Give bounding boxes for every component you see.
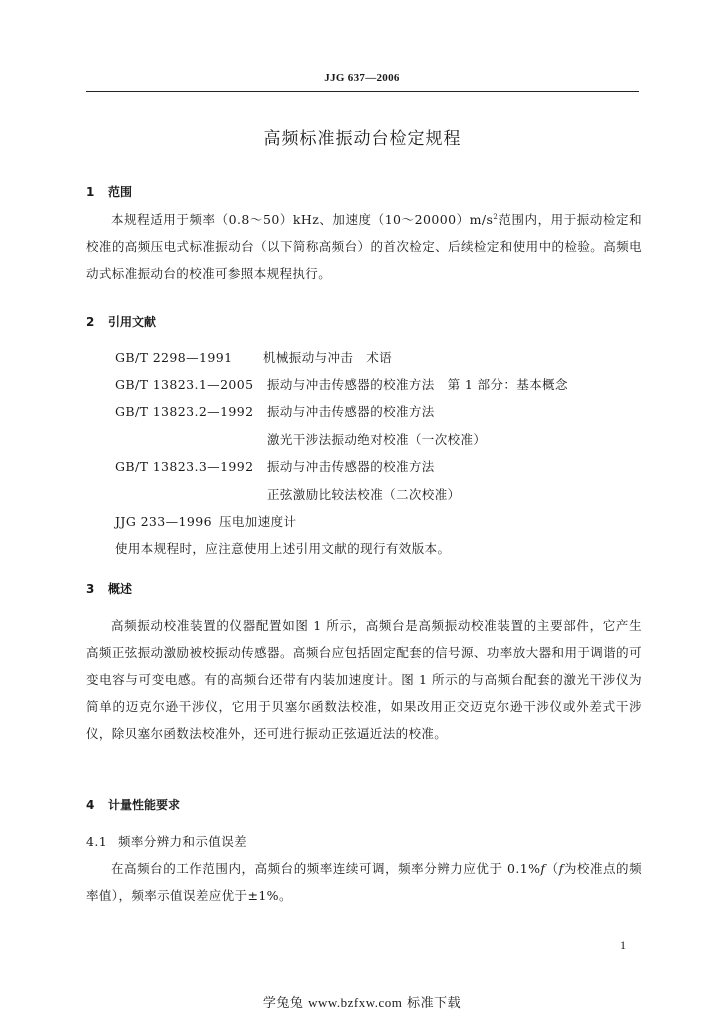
footer-label: 标准下载 bbox=[407, 996, 462, 1011]
subsection-4-1-paragraph: 在高频台的工作范围内，高频台的频率连续可调，频率分辨力应优于 0.1%f（f为校准点的频率值），频率示值误差应优于±1%。 bbox=[86, 861, 642, 903]
page-number: 1 bbox=[620, 938, 626, 952]
reference-item-continuation: 激光干涉法振动绝对校准（一次校准） bbox=[267, 432, 487, 447]
header-standard-code: JJG 637—2006 bbox=[324, 72, 400, 84]
reference-item-continuation: 正弦激励比较法校准（二次校准） bbox=[267, 487, 461, 502]
section-title: 计量性能要求 bbox=[108, 798, 181, 812]
section-4-heading bbox=[86, 796, 180, 813]
section-title: 概述 bbox=[108, 582, 133, 596]
footer-site-name: 学兔兔 bbox=[262, 996, 304, 1011]
reference-item: GB/T 13823.1—2005 振动与冲击传感器的校准方法 第 1 部分：基本概念 bbox=[115, 377, 568, 392]
section-number: 4 bbox=[86, 798, 95, 812]
subsection-number: 4.1 bbox=[86, 834, 108, 849]
section-1-heading bbox=[86, 183, 132, 200]
section-number: 3 bbox=[86, 582, 95, 596]
footer-watermark bbox=[0, 992, 724, 1011]
section-title: 范围 bbox=[108, 185, 133, 199]
reference-item: JJG 233—1996 压电加速度计 bbox=[115, 514, 297, 529]
subsection-title: 频率分辨力和示值误差 bbox=[118, 834, 248, 849]
section-number: 1 bbox=[86, 185, 95, 199]
reference-item: GB/T 2298—1991 机械振动与冲击 术语 bbox=[115, 350, 393, 365]
section-number: 2 bbox=[86, 315, 95, 329]
subsection-4-1-heading bbox=[86, 832, 247, 850]
reference-item: GB/T 13823.3—1992 振动与冲击传感器的校准方法 bbox=[115, 459, 435, 474]
header-rule bbox=[86, 91, 639, 92]
reference-note: 使用本规程时，应注意使用上述引用文献的现行有效版本。 bbox=[115, 541, 451, 556]
section-1-paragraph: 本规程适用于频率（0.8～50）kHz、加速度$(10\sim 20000)m/s^2$范围内，用于振动检定和校准的高频压电式标准振动台（以下简称高频台）的首次检定、后续检定和使用中的检验。高频电动式标准振动台的校准可参照本规程执行。 bbox=[86, 212, 642, 281]
section-3-heading bbox=[86, 580, 132, 597]
section-2-heading bbox=[86, 313, 156, 330]
document-title: 高频标准振动台检定规程 bbox=[263, 129, 462, 149]
section-title: 引用文献 bbox=[108, 315, 157, 329]
footer-url: www.bzfxw.com bbox=[308, 995, 403, 1010]
reference-item: GB/T 13823.2—1992 振动与冲击传感器的校准方法 bbox=[115, 404, 435, 419]
section-3-paragraph: 高频振动校准装置的仪器配置如图 1 所示，高频台是高频振动校准装置的主要部件，它产生高频正弦振动激励被校振动传感器。高频台应包括固定配套的信号源、功率放大器和用于调谐的可变电容与可变电感。有的高频台还带有内装加速度计。图 1 所示的与高频台配套的激光干涉仪为简单的迈克尔逊干涉仪，它用于贝塞尔函数法校准，如果改用正交迈克尔逊干涉仪或外差式干涉仪，除贝塞尔函数法校准外，还可进行振动正弦逼近法的校准。 bbox=[86, 618, 642, 741]
